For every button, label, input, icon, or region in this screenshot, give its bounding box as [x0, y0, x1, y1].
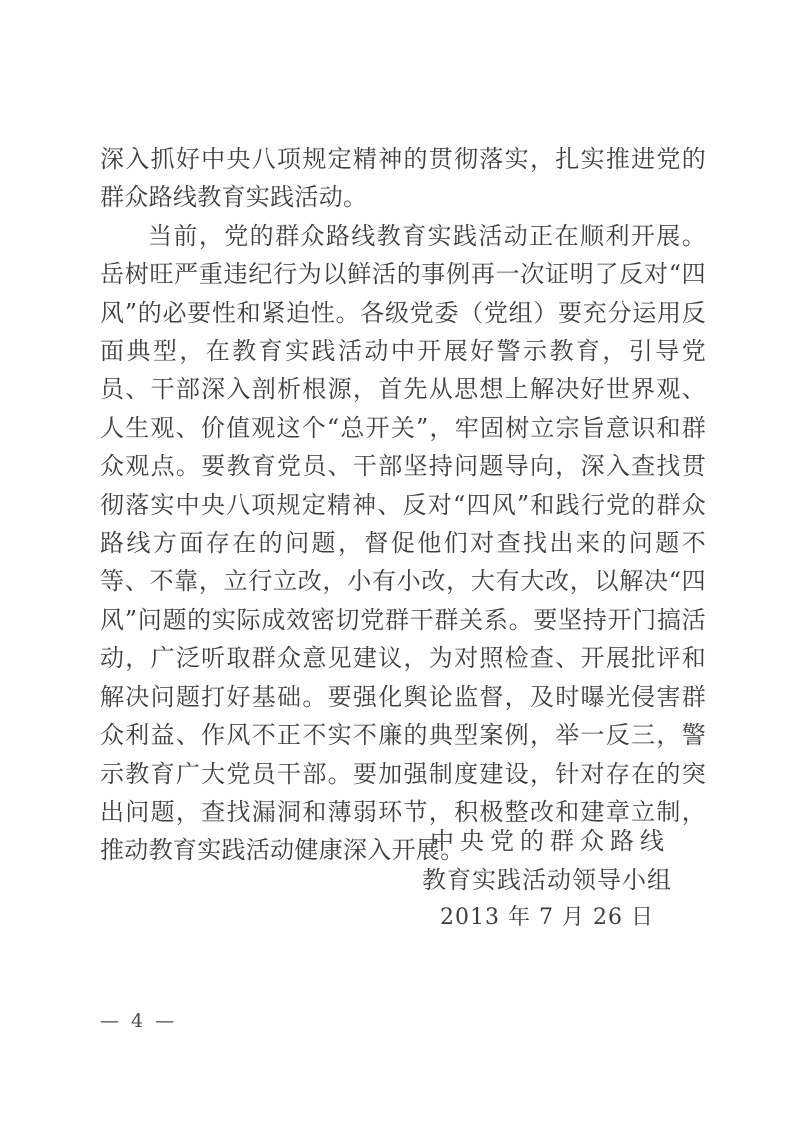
- signature-block: [422, 822, 672, 938]
- signature-org-line-1: 中央党的群众路线: [430, 827, 670, 855]
- signature-org-line-2: 教育实践活动领导小组: [422, 865, 672, 894]
- signature-date: 2013 年 7 月 26 日: [440, 905, 654, 930]
- document-body: [100, 140, 706, 870]
- page-number: — 4 —: [100, 1010, 178, 1032]
- paragraph-main: 当前，党的群众路线教育实践活动正在顺利开展。岳树旺严重违纪行为以鲜活的事例再一次证明了反对“四风”的必要性和紧迫性。各级党委（党组）要充分运用反面典型，在教育实践活动中开展好警示教育，引导党员、干部深入剖析根源，首先从思想上解决好世界观、人生观、价值观这个“总开关”，牢固树立宗旨意识和群众观点。要教育党员、干部坚持问题导向，深入查找贯彻落实中央八项规定精神、反对“四风”和践行党的群众路线方面存在的问题，督促他们对查找出来的问题不等、不靠，立行立改，小有小改，大有大改，以解决“四风”问题的实际成效密切党群干群关系。要坚持开门搞活动，广泛听取群众意见建议，为对照检查、开展批评和解决问题打好基础。要强化舆论监督，及时曝光侵害群众利益、作风不正不实不廉的典型案例，举一反三，警示教育广大党员干部。要加强制度建设，针对存在的突出问题，查找漏洞和薄弱环节，积极整改和建章立制，推动教育实践活动健康深入开展。: [100, 221, 706, 865]
- paragraph-continuation: 深入抓好中央八项规定精神的贯彻落实，扎实推进党的群众路线教育实践活动。: [100, 145, 706, 212]
